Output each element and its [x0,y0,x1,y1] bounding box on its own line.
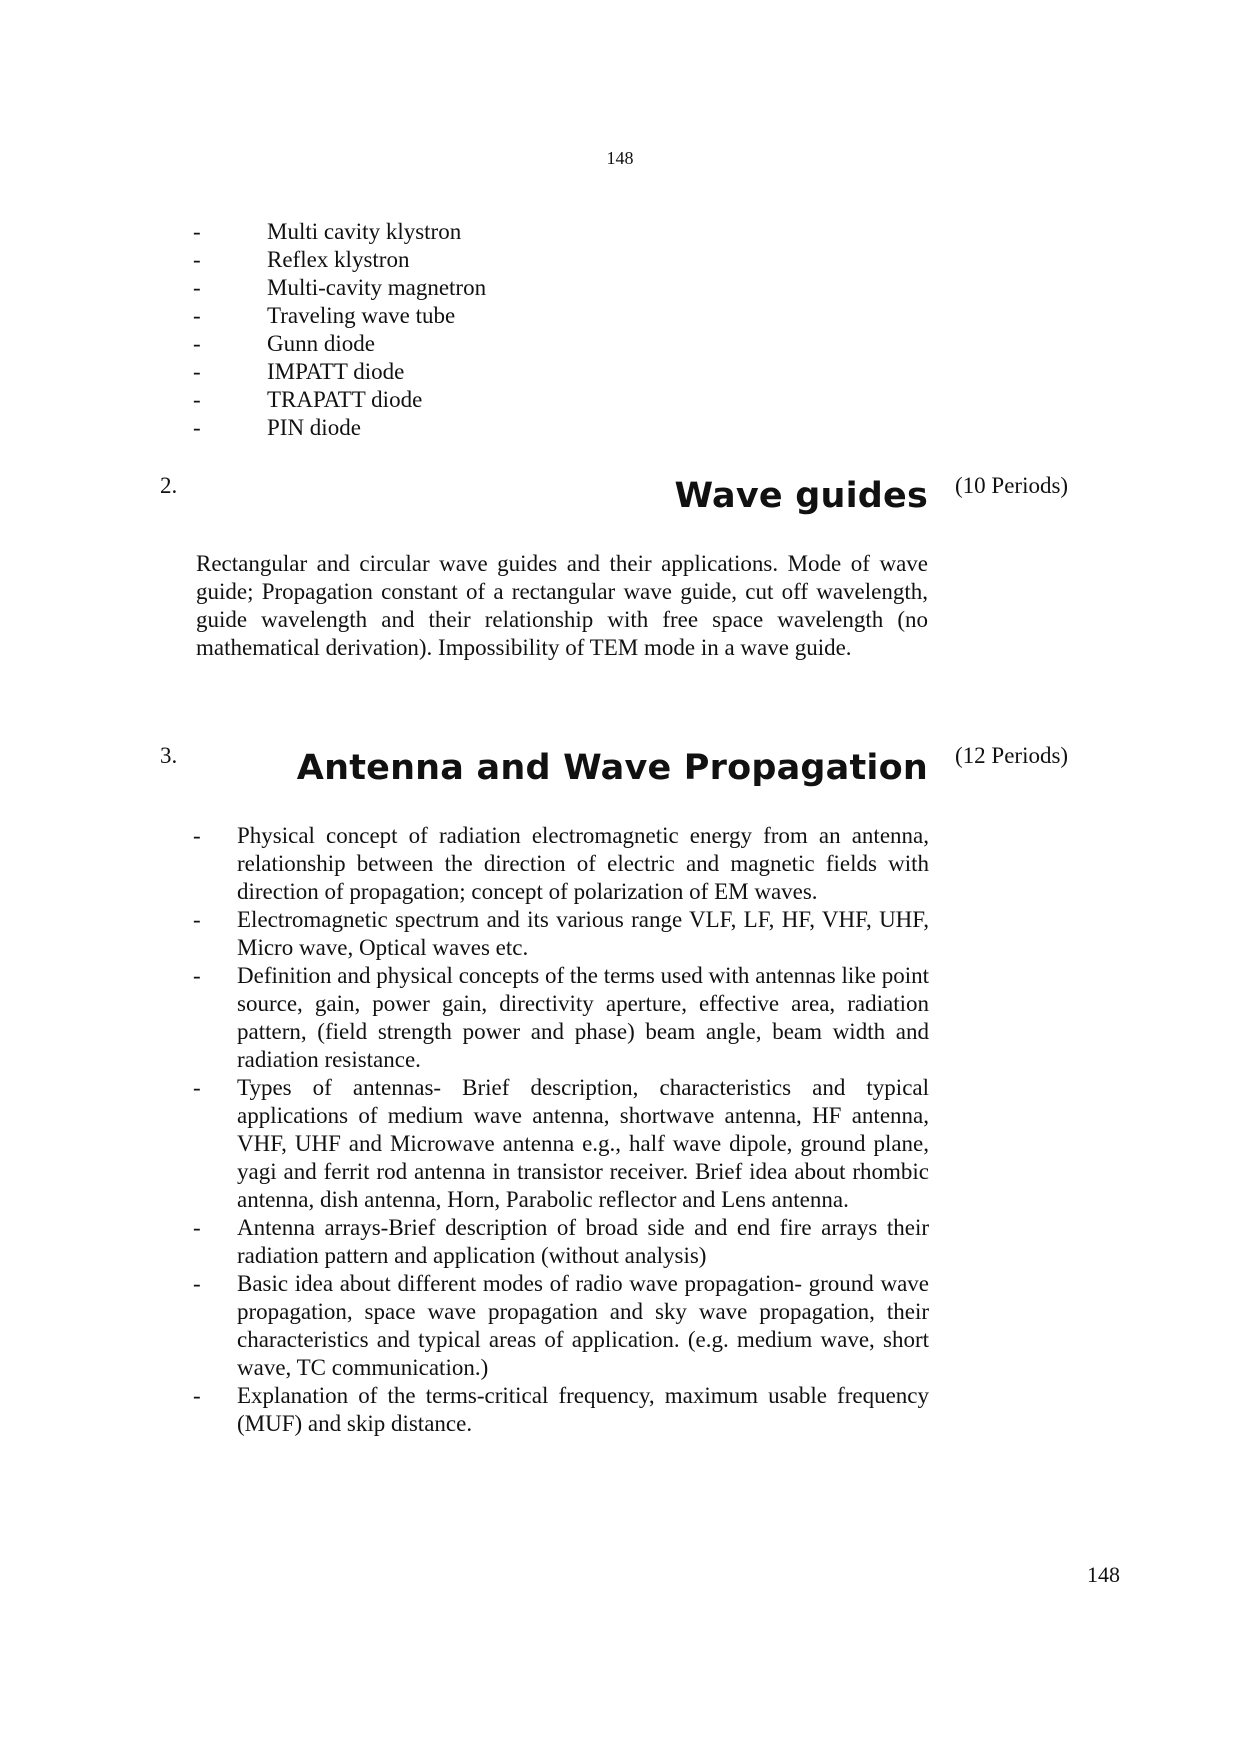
list-item [193,1214,929,1270]
section-3-topic-list [193,822,929,1438]
list-item [193,218,486,246]
list-item [193,822,929,906]
list-item-text: Definition and physical concepts of the terms used with antennas like point source, gain, power gain, directivity aperture, effective area, radiation pattern, (field strength power and phase) beam angle, beam width and radiation resistance. [237,963,929,1072]
list-item-text: Electromagnetic spectrum and its various range VLF, LF, HF, VHF, UHF, Micro wave, Optical waves etc. [237,907,929,960]
section-3-periods: (12 Periods) [955,743,1069,768]
list-item [193,302,486,330]
list-item [193,414,486,442]
list-item [193,962,929,1074]
bullet-dash: - [193,247,201,272]
bullet-dash: - [193,387,201,412]
section-2-number: 2. [160,473,178,498]
list-item-text: TRAPATT diode [267,387,423,412]
section-3-number: 3. [160,743,178,768]
list-item [193,246,486,274]
section-2-body: Rectangular and circular wave guides and their applications. Mode of wave guide; Propagation constant of a rectangular wave guide, cut off wavelength, guide wavelength and their relationship with free space wavelength (no mathematical derivation). Impossibility of TEM mode in a wave guide. [196,551,928,660]
list-item-text: Gunn diode [267,331,375,356]
list-item [193,906,929,962]
list-item-text: Basic idea about different modes of radio wave propagation- ground wave propagation, space wave propagation and sky wave propagation, their characteristics and typical areas of application. (e.g. medium wave, short wave, TC communication.) [237,1271,929,1380]
list-item [193,358,486,386]
bullet-dash: - [193,823,201,848]
list-item [193,1382,929,1438]
list-item-text: Traveling wave tube [267,303,456,328]
list-item-text: Multi cavity klystron [267,219,462,244]
page-number-bottom: 148 [1087,1562,1120,1587]
device-list [193,218,486,442]
list-item [193,330,486,358]
bullet-dash: - [193,1383,201,1408]
list-item [193,274,486,302]
section-2-periods: (10 Periods) [955,473,1069,498]
list-item-text: Multi-cavity magnetron [267,275,487,300]
list-item-text: Explanation of the terms-critical frequency, maximum usable frequency (MUF) and skip distance. [237,1383,929,1436]
bullet-dash: - [193,275,201,300]
section-2-title: Wave guides [674,476,928,516]
bullet-dash: - [193,359,201,384]
bullet-dash: - [193,963,201,988]
bullet-dash: - [193,907,201,932]
list-item [193,1074,929,1214]
list-item [193,1270,929,1382]
section-3-title: Antenna and Wave Propagation [296,748,928,788]
list-item-text: Antenna arrays-Brief description of broad side and end fire arrays their radiation pattern and application (without analysis) [237,1215,929,1268]
list-item-text: Types of antennas- Brief description, characteristics and typical applications of medium wave antenna, shortwave antenna, HF antenna, VHF, UHF and Microwave antenna e.g., half wave dipole, ground plane, yagi and ferrit rod antenna in transistor receiver. Brief idea about rhombic antenna, dish antenna, Horn, Parabolic reflector and Lens antenna. [237,1075,929,1212]
bullet-dash: - [193,415,201,440]
bullet-dash: - [193,219,201,244]
bullet-dash: - [193,1271,201,1296]
bullet-dash: - [193,1215,201,1240]
bullet-dash: - [193,331,201,356]
list-item-text: Reflex klystron [267,247,410,272]
bullet-dash: - [193,1075,201,1100]
page-number-top: 148 [606,148,634,168]
list-item [193,386,486,414]
list-item-text: PIN diode [267,415,361,440]
bullet-dash: - [193,303,201,328]
list-item-text: IMPATT diode [267,359,405,384]
list-item-text: Physical concept of radiation electromagnetic energy from an antenna, relationship between the direction of electric and magnetic fields with direction of propagation; concept of polarization of EM waves. [237,823,929,904]
